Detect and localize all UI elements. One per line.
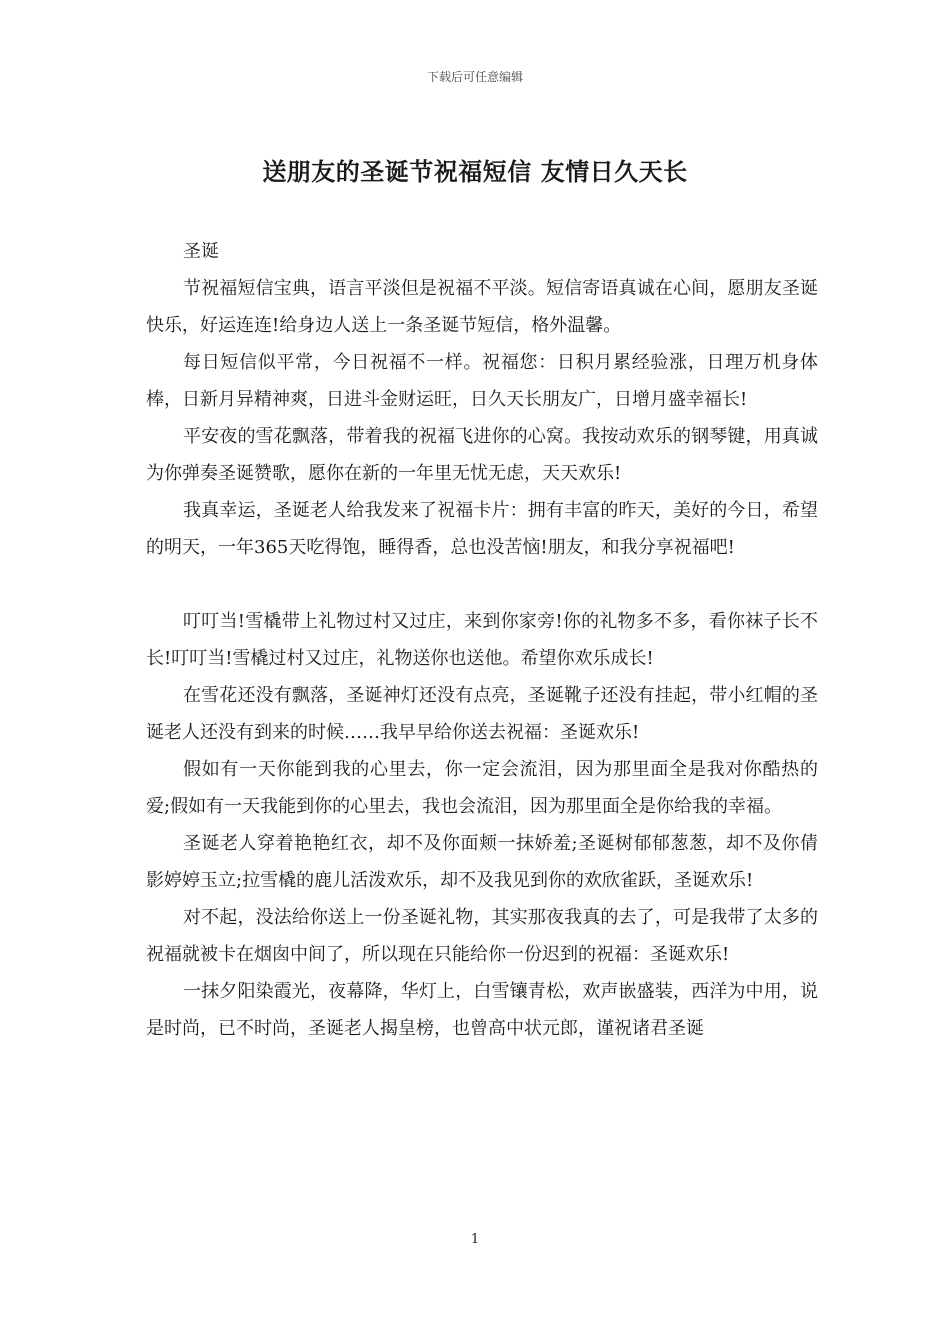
paragraph: 叮叮当!雪橇带上礼物过村又过庄，来到你家旁!你的礼物多不多，看你袜子长不长!叮叮当!雪橇过村又过庄，礼物送你也送他。希望你欢乐成长! xyxy=(146,611,818,669)
header-note: 下载后可任意编辑 xyxy=(426,70,523,84)
paragraph: 节祝福短信宝典，语言平淡但是祝福不平淡。短信寄语真诚在心间，愿朋友圣诞快乐，好运连连!给身边人送上一条圣诞节短信，格外温馨。 xyxy=(146,278,818,336)
paragraph: 圣诞 xyxy=(183,241,219,262)
paragraph: 一抹夕阳染霞光，夜幕降，华灯上，白雪镶青松，欢声嵌盛装，西洋为中用，说是时尚，已不时尚，圣诞老人揭皇榜，也曾高中状元郎，谨祝诸君圣诞 xyxy=(146,981,818,1039)
document-title: 送朋友的圣诞节祝福短信 友情日久天长 xyxy=(262,157,688,186)
page-number: 1 xyxy=(470,1232,480,1247)
paragraph: 在雪花还没有飘落，圣诞神灯还没有点亮，圣诞靴子还没有挂起，带小红帽的圣诞老人还没有到来的时候……我早早给你送去祝福：圣诞欢乐! xyxy=(146,685,818,743)
paragraph: 每日短信似平常，今日祝福不一样。祝福您：日积月累经验涨，日理万机身体棒，日新月异精神爽，日进斗金财运旺，日久天长朋友广，日增月盛幸福长! xyxy=(146,352,818,410)
document-body xyxy=(146,233,818,1047)
paragraph: 平安夜的雪花飘落，带着我的祝福飞进你的心窝。我按动欢乐的钢琴键，用真诚为你弹奏圣诞赞歌，愿你在新的一年里无忧无虑，天天欢乐! xyxy=(146,426,818,484)
paragraph-spacer xyxy=(146,566,818,603)
paragraph: 圣诞老人穿着艳艳红衣，却不及你面颊一抹娇羞;圣诞树郁郁葱葱，却不及你倩影婷婷玉立;拉雪橇的鹿儿活泼欢乐，却不及我见到你的欢欣雀跃，圣诞欢乐! xyxy=(146,833,818,891)
paragraph: 假如有一天你能到我的心里去，你一定会流泪，因为那里面全是我对你酷热的爱;假如有一天我能到你的心里去，我也会流泪，因为那里面全是你给我的幸福。 xyxy=(146,759,818,817)
paragraph: 我真幸运，圣诞老人给我发来了祝福卡片：拥有丰富的昨天，美好的今日，希望的明天，一年365天吃得饱，睡得香，总也没苦恼!朋友，和我分享祝福吧! xyxy=(146,500,818,558)
paragraph: 对不起，没法给你送上一份圣诞礼物，其实那夜我真的去了，可是我带了太多的祝福就被卡在烟囱中间了，所以现在只能给你一份迟到的祝福：圣诞欢乐! xyxy=(146,907,818,965)
